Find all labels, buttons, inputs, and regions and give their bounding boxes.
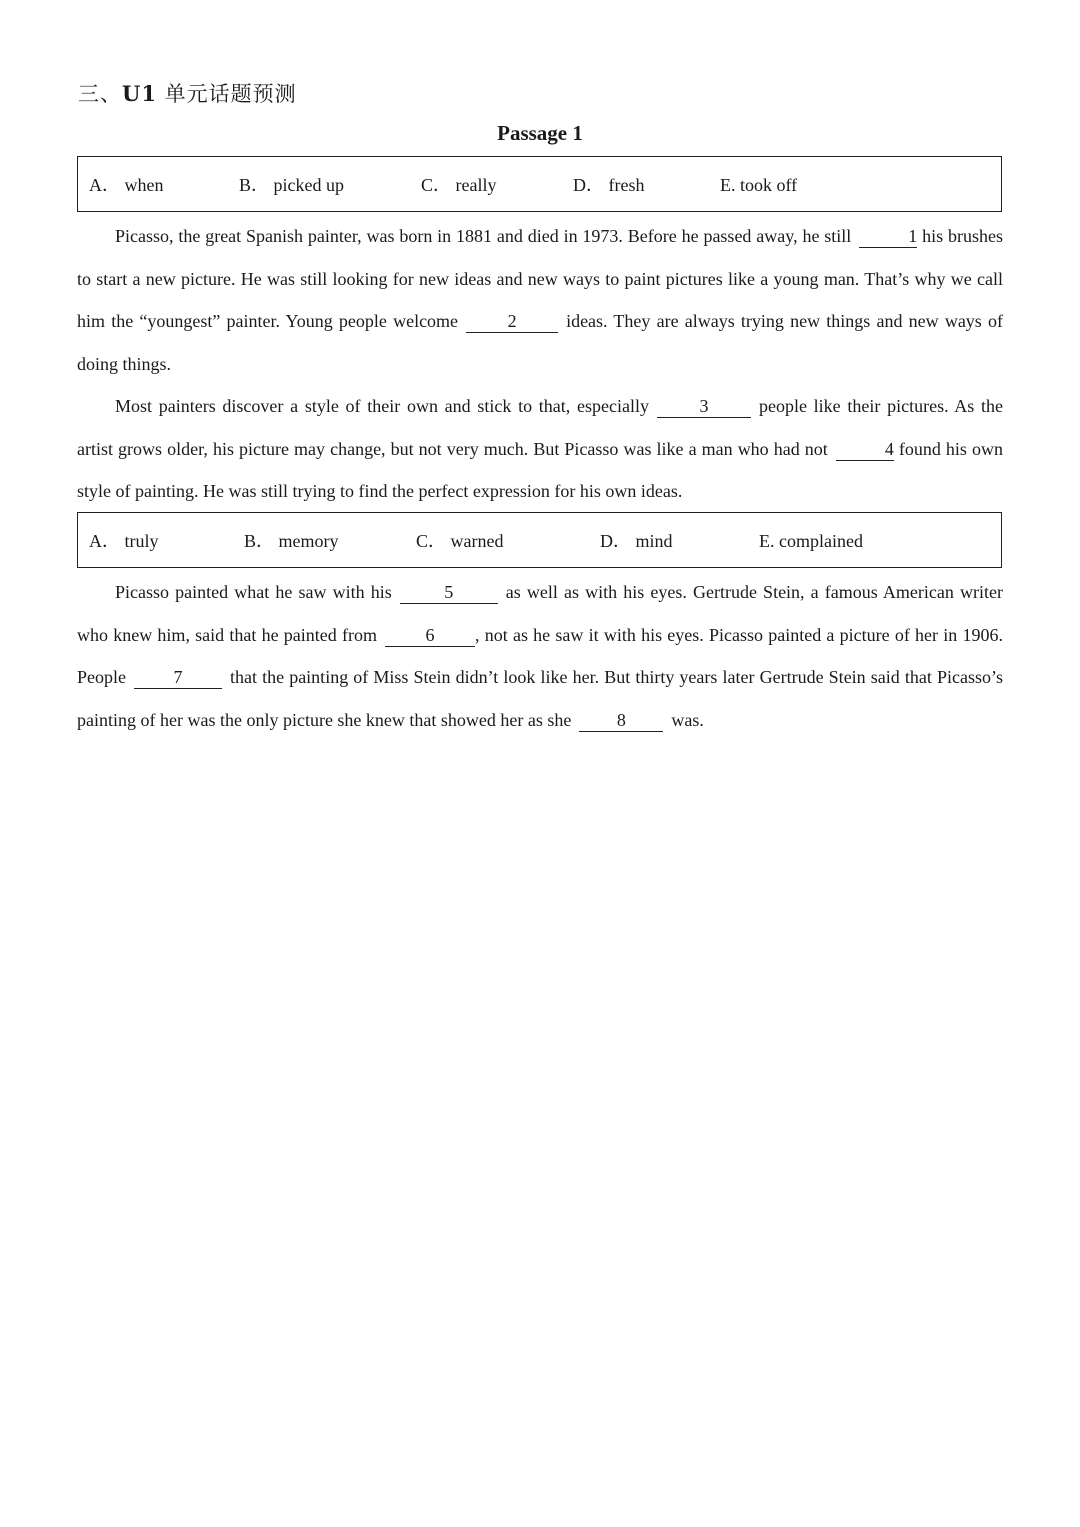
blank-6: 6	[385, 624, 475, 647]
blank-1: 1	[859, 225, 917, 248]
word-option-c: C． really	[421, 175, 497, 195]
word-option-a: A． when	[89, 175, 164, 195]
unit-label: U1	[122, 81, 157, 106]
word-option-b: B． picked up	[239, 175, 344, 195]
word-bank-2	[77, 512, 1002, 568]
word-option-a: A． truly	[89, 531, 159, 551]
paragraph-2: Most painters discover a style of their own and stick to that, especially 3 people like their pictures. As the artist grows older, his picture may change, but not very much. But Picasso was like a man who had not 4 found his own style of painting. He was still trying to find the perfect expression for his own ideas.	[77, 396, 1004, 501]
blank-3: 3	[657, 395, 751, 418]
word-option-d: D． fresh	[573, 175, 645, 195]
word-option-e: E. took off	[720, 175, 798, 195]
passage-title: Passage 1	[497, 121, 583, 145]
section-heading	[78, 78, 297, 108]
section-suffix: 单元话题预测	[156, 82, 297, 106]
section-prefix: 三、	[78, 82, 122, 106]
blank-2: 2	[466, 310, 558, 333]
blank-5: 5	[400, 581, 498, 604]
word-option-e: E. complained	[759, 531, 863, 551]
paragraph-3: Picasso painted what he saw with his 5 as well as with his eyes. Gertrude Stein, a famous American writer who knew him, said that he painted from 6 , not as he saw it with his eyes. Picasso painted a picture of her in 1906. People 7 that the painting of Miss Stein didn’t look like her. But thirty years later Gertrude Stein said that Picasso’s painting of her was the only picture she knew that showed her as she 8 was.	[77, 582, 1003, 730]
word-option-b: B． memory	[244, 531, 339, 551]
word-option-c: C． warned	[416, 531, 504, 551]
paragraph-1: Picasso, the great Spanish painter, was born in 1881 and died in 1973. Before he passed away, he still 1 his brushes to start a new picture. He was still looking for new ideas and new ways to paint pictures like a young man. That’s why we call him the “youngest” painter. Young people welcome 2 ideas. They are always trying new things and new ways of doing things.	[77, 226, 1004, 374]
blank-4: 4	[836, 438, 894, 461]
word-bank-1	[77, 156, 1002, 212]
blank-8: 8	[579, 709, 663, 732]
word-option-d: D． mind	[600, 531, 673, 551]
blank-7: 7	[134, 666, 222, 689]
